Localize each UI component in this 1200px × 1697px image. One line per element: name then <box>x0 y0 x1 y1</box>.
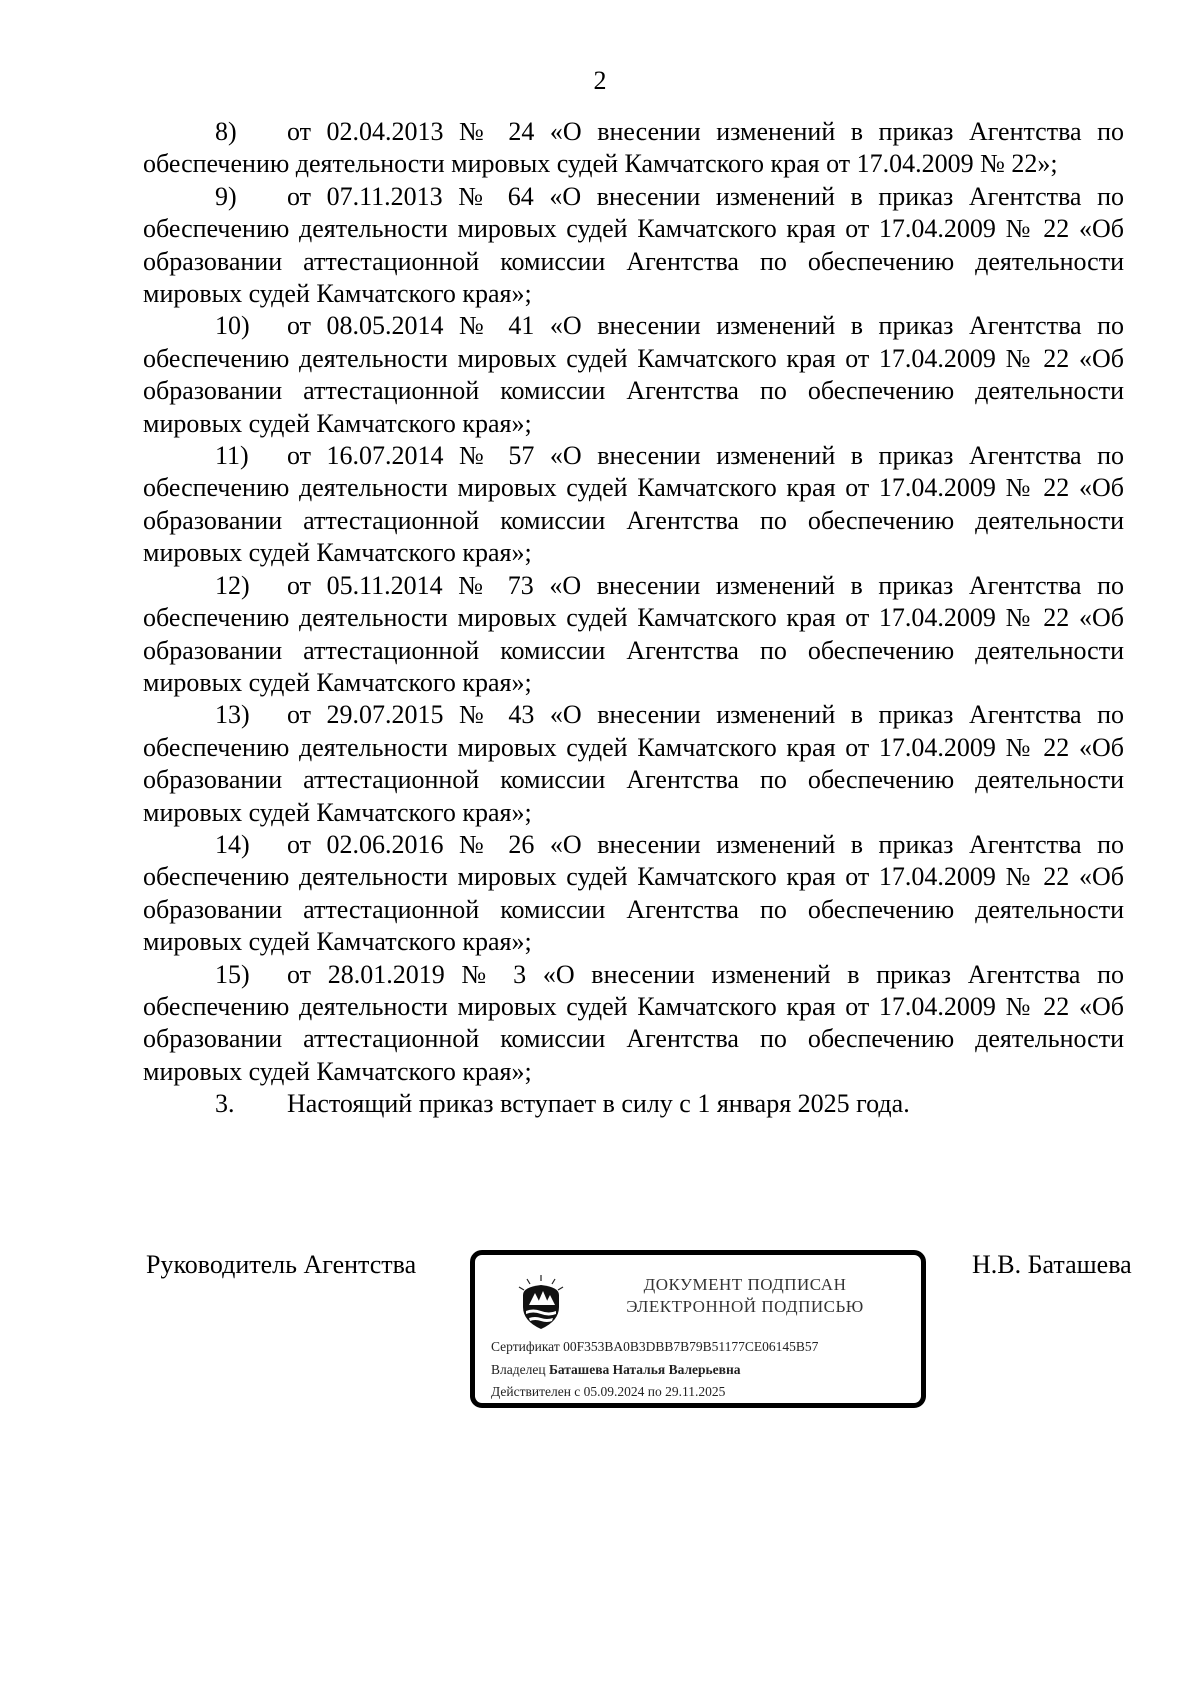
item-text: от 08.05.2014 № 41 «О внесении изменений в приказ Агентства по обеспечению деятельности мировых судей Камчатского края от 17.04.2009 № 22 «Об образовании аттестационной комиссии Агентства по обеспечению деятельности мировых судей Камчатского края»; <box>143 311 1124 438</box>
item-text: от 28.01.2019 № 3 «О внесении изменений в приказ Агентства по обеспечению деятельности мировых судей Камчатского края от 17.04.2009 № 22 «Об образовании аттестационной комиссии Агентства по обеспечению деятельности мировых судей Камчатского края»; <box>143 959 1124 1086</box>
list-item <box>143 829 1124 959</box>
valid-to: 29.11.2025 <box>665 1384 726 1399</box>
effective-date-clause <box>143 1088 1124 1120</box>
owner-value: Баташева Наталья Валерьевна <box>548 1362 741 1377</box>
list-item <box>143 181 1124 311</box>
list-item <box>143 959 1124 1089</box>
signer-position: Руководитель Агентства <box>146 1250 417 1279</box>
certificate-line <box>491 1339 818 1355</box>
owner-label: Владелец <box>491 1362 546 1377</box>
item-number: 13) <box>215 700 250 730</box>
signer-name: Н.В. Баташева <box>972 1250 1132 1279</box>
item-number: 10) <box>215 311 250 341</box>
item-number: 12) <box>215 570 250 600</box>
valid-label: Действителен с <box>491 1384 581 1399</box>
certificate-label: Сертификат <box>491 1339 560 1354</box>
item-text: от 29.07.2015 № 43 «О внесении изменений в приказ Агентства по обеспечению деятельности мировых судей Камчатского края от 17.04.2009 № 22 «Об образовании аттестационной комиссии Агентства по обеспечению деятельности мировых судей Камчатского края»; <box>143 700 1124 827</box>
item-text: от 05.11.2014 № 73 «О внесении изменений в приказ Агентства по обеспечению деятельности мировых судей Камчатского края от 17.04.2009 № 22 «Об образовании аттестационной комиссии Агентства по обеспечению деятельности мировых судей Камчатского края»; <box>143 570 1124 697</box>
item-number: 14) <box>215 829 250 859</box>
list-item <box>143 440 1124 570</box>
valid-from: 05.09.2024 <box>583 1384 645 1399</box>
item-number: 3. <box>215 1089 235 1119</box>
valid-to-label: по <box>647 1384 662 1399</box>
electronic-signature-stamp <box>470 1250 926 1408</box>
list-item <box>143 570 1124 700</box>
item-text: от 02.06.2016 № 26 «О внесении изменений в приказ Агентства по обеспечению деятельности мировых судей Камчатского края от 17.04.2009 № 22 «Об образовании аттестационной комиссии Агентства по обеспечению деятельности мировых судей Камчатского края»; <box>143 829 1124 957</box>
document-body <box>143 116 1124 1121</box>
list-item <box>143 699 1124 829</box>
certificate-value: 00F353BA0B3DBB7B79B51177CE06145B57 <box>563 1339 819 1354</box>
page-number: 2 <box>593 66 607 95</box>
item-number: 15) <box>215 959 250 989</box>
item-number: 9) <box>215 181 237 211</box>
item-text: от 07.11.2013 № 64 «О внесении изменений в приказ Агентства по обеспечению деятельности мировых судей Камчатского края от 17.04.2009 № 22 «Об образовании аттестационной комиссии Агентства по обеспечению деятельности мировых судей Камчатского края»; <box>143 181 1124 309</box>
list-item <box>143 310 1124 440</box>
stamp-title-line1: ДОКУМЕНТ ПОДПИСАН <box>643 1275 847 1294</box>
owner-line <box>491 1362 740 1378</box>
item-number: 8) <box>215 117 237 146</box>
list-item <box>143 116 1124 181</box>
stamp-title-line2: ЭЛЕКТРОННОЙ ПОДПИСЬЮ <box>626 1297 864 1316</box>
validity-line <box>491 1384 725 1400</box>
item-number: 11) <box>215 441 249 471</box>
item-text: от 16.07.2014 № 57 «О внесении изменений в приказ Агентства по обеспечению деятельности мировых судей Камчатского края от 17.04.2009 № 22 «Об образовании аттестационной комиссии Агентства по обеспечению деятельности мировых судей Камчатского края»; <box>143 441 1124 568</box>
item-text: Настоящий приказ вступает в силу с 1 января 2025 года. <box>287 1089 910 1119</box>
coat-of-arms-icon <box>513 1273 569 1331</box>
item-text: от 02.04.2013 № 24 «О внесении изменений в приказ Агентства по обеспечению деятельности мировых судей Камчатского края от 17.04.2009 № 22»; <box>143 117 1124 179</box>
